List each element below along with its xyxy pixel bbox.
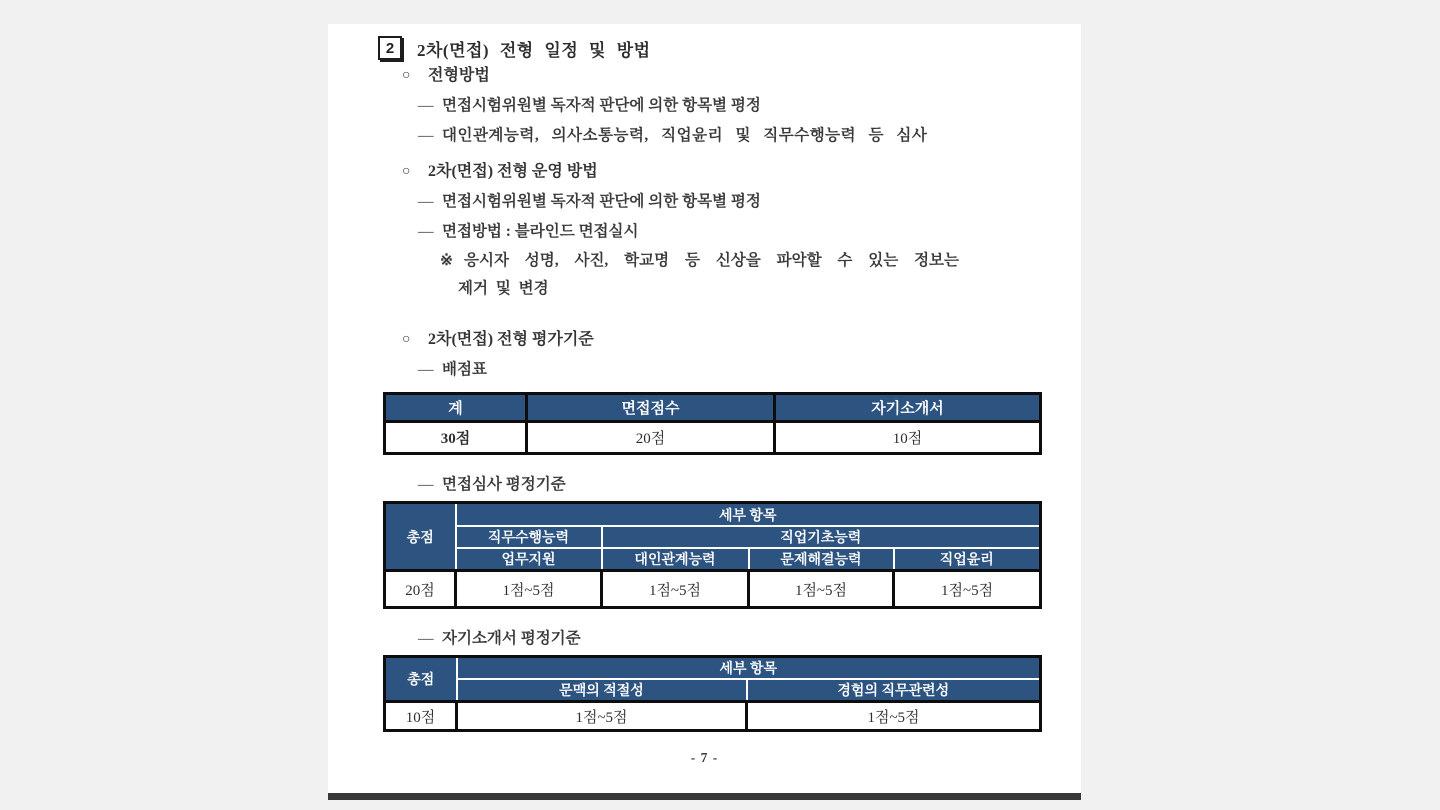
coverletter-value-1: 1점~5점 [457,702,747,731]
allocation-header-row [385,394,1041,422]
allocation-header-interview: 면접점수 [527,394,775,422]
interview-label-row [418,475,1041,495]
note-line-1 [440,250,1041,272]
allocation-value-coverletter: 10점 [775,422,1041,454]
method-line-text: 대인관계능력, 의사소통능력, 직업윤리 및 직무수행능력 등 심사 [442,127,928,144]
interview-col-1: 업무지원 [456,548,602,571]
interview-detail-label: 세부 항목 [456,503,1041,527]
circle-bullet-icon: ○ [402,68,411,83]
method-line-text: 면접시험위원별 독자적 판단에 의한 항목별 평정 [442,97,761,114]
reference-mark-icon: ※ [440,252,453,269]
interview-total-label: 총점 [385,503,456,571]
dash-bullet-icon: ― [418,476,434,493]
circle-bullet-icon: ○ [402,332,411,347]
interview-value-4: 1점~5점 [894,571,1041,608]
interview-label: 면접심사 평정기준 [442,476,566,493]
dash-bullet-icon: ― [418,97,434,114]
section-heading [378,36,1041,60]
allocation-label-row [418,360,1041,380]
interview-col-2: 대인관계능력 [602,548,749,571]
method-line-1 [418,96,1041,116]
method-heading-row [402,66,1041,86]
interview-value-2: 1점~5점 [602,571,749,608]
allocation-label: 배점표 [442,361,487,378]
criteria-heading-row [402,330,1041,350]
interview-group-right: 직업기초능력 [602,526,1041,548]
coverletter-value-row [385,702,1041,731]
page-number: - 7 - [690,750,719,765]
note-line-1-text: 응시자 성명, 사진, 학교명 등 신상을 파악할 수 있는 정보는 [464,252,960,269]
coverletter-header-row-1 [385,657,1041,680]
dash-bullet-icon: ― [418,361,434,378]
interview-col-3: 문제해결능력 [749,548,894,571]
interview-header-row-1 [385,503,1041,527]
interview-value-1: 1점~5점 [456,571,602,608]
operation-line-1 [418,192,1041,212]
method-line-2 [418,126,1041,146]
allocation-header-coverletter: 자기소개서 [775,394,1041,422]
page-bottom-bar [328,793,1081,800]
operation-line-text: 면접시험위원별 독자적 판단에 의한 항목별 평정 [442,193,761,210]
allocation-value-row [385,422,1041,454]
interview-criteria-table [383,501,1042,609]
blind-interview-note [440,250,1041,300]
coverletter-header-row-2 [385,679,1041,702]
circle-bullet-icon: ○ [402,164,411,179]
method-heading: 전형방법 [428,67,490,84]
dash-bullet-icon: ― [418,223,434,240]
coverletter-label: 자기소개서 평정기준 [442,630,581,647]
allocation-header-total: 계 [385,394,527,422]
document-page [328,24,1081,800]
coverletter-criteria-table [383,655,1042,732]
coverletter-total-value: 10점 [385,702,457,731]
operation-line-text: 면접방법 : 블라인드 면접실시 [442,223,639,240]
allocation-table [383,392,1042,455]
interview-value-3: 1점~5점 [749,571,894,608]
allocation-value-total: 30점 [385,422,527,454]
dash-bullet-icon: ― [418,127,434,144]
dash-bullet-icon: ― [418,193,434,210]
interview-value-row [385,571,1041,608]
interview-header-row-3 [385,548,1041,571]
coverletter-value-2: 1점~5점 [747,702,1041,731]
coverletter-total-label: 총점 [385,657,457,702]
dash-bullet-icon: ― [418,630,434,647]
interview-group-left: 직무수행능력 [456,526,602,548]
coverletter-col-1: 문맥의 적절성 [457,679,747,702]
coverletter-label-row [418,629,1041,649]
coverletter-detail-label: 세부 항목 [457,657,1041,680]
section-title: 2차(면접) 전형 일정 및 방법 [417,40,651,60]
page-content [328,24,1081,732]
operation-heading: 2차(면접) 전형 운영 방법 [428,163,598,180]
coverletter-col-2: 경험의 직무관련성 [747,679,1041,702]
section-number-box: 2 [378,36,402,60]
operation-line-2 [418,222,1041,242]
operation-heading-row [402,162,1041,182]
interview-total-value: 20점 [385,571,456,608]
allocation-value-interview: 20점 [527,422,775,454]
interview-header-row-2 [385,526,1041,548]
interview-col-4: 직업윤리 [894,548,1041,571]
note-line-2: 제거 및 변경 [458,280,549,297]
criteria-heading: 2차(면접) 전형 평가기준 [428,331,594,348]
